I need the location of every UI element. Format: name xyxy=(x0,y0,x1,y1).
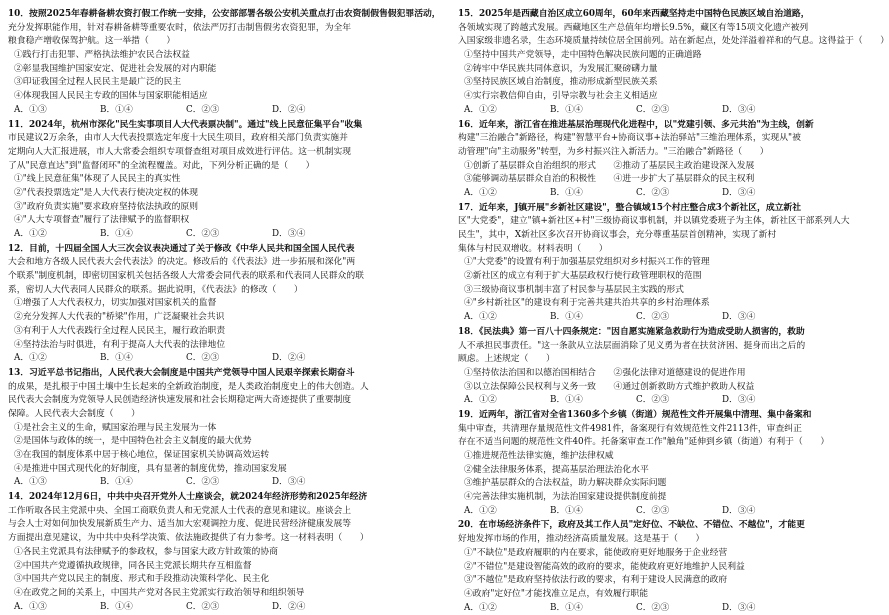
question-block xyxy=(458,119,858,201)
statement-option: ②彰显我国维护国家安定、促进社会发展的对内职能 xyxy=(14,63,217,74)
statement-option: ②健全法律服务体系，提高基层治理法治化水平 xyxy=(464,464,649,475)
statement-option: ④政府"定好位"才能找准立足点，有效履行职能 xyxy=(464,588,649,599)
answer-choice: B．①④ xyxy=(100,229,133,239)
statement-option: ③坚持民族区域自治制度，推动形成新型民族关系 xyxy=(464,77,658,88)
answer-choice: C．②③ xyxy=(186,477,220,488)
question-block xyxy=(8,367,408,490)
question-stem-first-line: 20．在市场经济条件下，政府及其工作人员"定好位、不缺位、不错位、不越位"，才能更 xyxy=(458,520,805,531)
answer-choice: B．①④ xyxy=(100,104,133,115)
question-block xyxy=(458,409,858,519)
statement-option: ④体现我国人民民主专政的国体与国家职能相适应 xyxy=(14,91,208,102)
statement-option: ①坚持依法治国和以德治国相结合 ②强化法律对道德建设的促进作用 xyxy=(464,367,746,378)
question-block xyxy=(458,202,858,325)
answer-choice: B．①④ xyxy=(100,601,133,612)
statement-option: ③印证我国全过程人民民主是最广泛的民主 xyxy=(14,77,182,88)
answer-choice: B．①④ xyxy=(550,395,583,406)
left-column xyxy=(8,8,441,612)
answer-choice: B．①④ xyxy=(550,312,583,323)
answer-choices xyxy=(458,602,858,615)
answer-choice: A．①③ xyxy=(14,601,47,612)
answer-choice: A．①② xyxy=(464,395,497,406)
question-stem-first-line: 10．按照2025年春耕备耕农资打假工作统一安排，公安部部署各级公安机关重点打击农资制假售假犯罪活动， xyxy=(8,9,441,19)
statement-option: ④"人大专项督查"履行了法律赋予的监督职权 xyxy=(14,215,190,226)
answer-choice: B．①④ xyxy=(550,187,583,198)
answer-choice: C．②③ xyxy=(636,602,670,613)
question-stem-first-line: 14．2024年12月6日，中共中央召开党外人士座谈会，就2024年经济形势和2025年经济 xyxy=(8,492,368,503)
question-stem-line: 了从"民意直达"到"监督闭环"的全流程覆盖。对此，下列分析正确的是（ ） xyxy=(8,160,315,171)
question-block xyxy=(8,491,408,614)
answer-choice: A．①② xyxy=(464,187,497,198)
statement-option: ④"乡村新社区"的建设有利于完善共建共治共享的乡村治理体系 xyxy=(464,298,710,309)
answer-choice: D．③④ xyxy=(722,505,756,516)
question-stem-line: 动管理"向"主动服务"转型，为乡村振兴注入新活力。"三治融合"新路径（ ） xyxy=(458,146,769,157)
answer-choice: D．③④ xyxy=(722,395,756,406)
statement-option: ①各民主党派具有法律赋予的参政权，参与国家大政方针政策的协商 xyxy=(14,546,278,557)
question-stem-first-line: 18．《民法典》第一百八十四条规定："因自愿实施紧急救助行为造成受助人损害的，救助 xyxy=(458,326,805,337)
question-stem-line: 区"大党委"，建立"镇+新社区+村"三级协商议事机制，并以镇党委班子为主体，新社区干部系列人大 xyxy=(458,216,850,227)
statement-option: ③以立法保障公民权利与义务一致 ④通过创新救助方式维护救助人权益 xyxy=(464,381,755,392)
question-block xyxy=(8,243,408,366)
statement-option: ③有利于人大代表践行全过程人民民主，履行政治职责 xyxy=(14,325,226,336)
answer-choices xyxy=(458,505,858,519)
statement-option: ①"不缺位"是政府履职的内在要求，能使政府更好地服务于企业经营 xyxy=(464,547,728,558)
question-stem-line: 人不承担民事责任。"这一条款从立法层面消除了见义勇为者在扶贫济困、挺身而出之后的 xyxy=(458,340,806,351)
answer-choice: C．②③ xyxy=(186,353,220,364)
answer-choice: D．③④ xyxy=(272,477,306,488)
answer-choices xyxy=(8,104,408,118)
statement-option: ①是社会主义的生命，赋国家治理与民主发展为一体 xyxy=(14,422,217,433)
answer-choice: A．①③ xyxy=(14,104,47,115)
question-stem-line: 顾虑。上述规定（ ） xyxy=(458,354,555,365)
question-stem-line: 集中审查，共清理存量规范性文件4981件，备案现行有效规范性文件2113件，审查纠正 xyxy=(458,423,802,434)
answer-choices xyxy=(8,352,408,366)
question-block xyxy=(8,119,408,242)
question-stem-line: 的成果，是扎根于中国土壤中生长起来的全新政治制度，是人类政治制度史上的伟大创造。人 xyxy=(8,381,369,392)
answer-choice: A．①③ xyxy=(14,477,47,488)
answer-choice: B．①④ xyxy=(550,505,583,516)
question-stem-line: 存在不适当问题的规范性文件40件。托备案审查工作"触角"延伸到乡镇（街道）有利于（ ） xyxy=(458,437,830,448)
question-stem-first-line: 15．2025年是西藏自治区成立60周年，60年来西藏坚持走中国特色民族区域自治道路， xyxy=(458,9,810,19)
question-stem-line: 充分发挥职能作用，针对春耕备耕等重要农时，依法严厉打击制售假劣农资犯罪，为全年 xyxy=(8,22,352,33)
right-column xyxy=(458,8,889,613)
answer-choice: C．②③ xyxy=(636,312,670,323)
question-stem-line: 方面提出意见建议，为中共中央科学决策、依法施政提供了有力参考。这一材料表明（ ） xyxy=(8,533,369,544)
question-stem-line: 粮食稳产增收保驾护航。这一举措（ ） xyxy=(8,36,176,47)
answer-choice: D．②④ xyxy=(272,353,306,364)
answer-choice: D．②④ xyxy=(272,104,306,115)
statement-option: ②"代表投票选定"是人大代表行使决定权的体现 xyxy=(14,187,199,198)
statement-option: ②充分发挥人大代表的"桥梁"作用，广泛凝聚社会共识 xyxy=(14,312,225,323)
statement-option: ①践行打击犯罪、严格执法维护农民合法权益 xyxy=(14,50,190,61)
question-block xyxy=(458,326,858,408)
statement-option: ④是推进中国式现代化的好制度，具有显著的制度优势，推动国家发展 xyxy=(14,463,287,474)
statement-option: ④完善法律实施机制，为法治国家建设提供制度前提 xyxy=(464,492,667,503)
question-stem-line: 大会和地方各级人民代表大会代表法》的决定。修改后的《代表法》进一步拓展和深化"两 xyxy=(8,257,356,268)
statement-option: ③在我国的制度体系中居于核心地位，保证国家机关协调高效运转 xyxy=(14,450,270,460)
answer-choices xyxy=(8,228,408,242)
statement-option: ②新社区的成立有利于扩大基层政权行使行政管理职权的范围 xyxy=(464,271,702,282)
answer-choice: A．①② xyxy=(14,229,47,239)
answer-choices xyxy=(458,187,858,201)
answer-choice: D．②④ xyxy=(272,601,306,612)
question-stem-first-line: 17．近年来，J镇开展"乡新社区建设"，整合镇域15个村庄整合成3个新社区，成立新社 xyxy=(458,202,802,213)
question-stem-first-line: 19．近两年，浙江省对全省1360多个乡镇（街道）规范性文件开展集中清理、集中备案和 xyxy=(458,409,812,420)
answer-choices xyxy=(458,394,858,408)
answer-choice: D．③④ xyxy=(722,104,756,115)
question-block xyxy=(8,8,441,118)
answer-choice: A．①② xyxy=(464,602,497,613)
answer-choice: B．①④ xyxy=(100,477,133,488)
answer-choice: C．②③ xyxy=(186,229,220,239)
statement-option: ③"政府负责实施"要求政府坚持依法执政的原则 xyxy=(14,201,199,212)
answer-choices xyxy=(458,311,858,325)
statement-option: ①创新了基层群众自治组织的形式 ②推动了基层民主政治建设深入发展 xyxy=(464,160,755,171)
answer-choice: B．①④ xyxy=(550,104,583,115)
answer-choice: D．③④ xyxy=(722,187,756,198)
answer-choice: B．①④ xyxy=(100,353,133,364)
answer-choice: A．①② xyxy=(14,353,47,364)
answer-choice: A．①② xyxy=(464,312,497,323)
answer-choice: C．②③ xyxy=(636,395,670,406)
statement-option: ①"线上民意征集"体现了人民民主的真实性 xyxy=(14,174,181,185)
statement-option: ②是国体与政体的统一，是中国特色社会主义制度的最大优势 xyxy=(14,436,252,447)
question-stem-first-line: 11．2024年，杭州市深化"民生实事项目人大代表票决制"。通过"线上民意征集平台"收集 xyxy=(8,119,363,130)
question-stem-line: 保障。人民代表大会制度（ ） xyxy=(8,408,140,419)
answer-choice: D．③④ xyxy=(722,312,756,323)
question-stem-line: 入国家级非遗名录，生态环境质量持续位居全国前列。站在新起点，处处洋溢着祥和的气息。这得益于（ ） xyxy=(458,36,889,47)
question-block xyxy=(458,519,858,615)
question-stem-line: 个联系"制度机制，即密切国家机关包括各级人大常委会同代表的联系和代表同人民群众的联 xyxy=(8,271,364,282)
statement-option: ④在政党之间的关系上，中国共产党对各民主党派实行政治领导和组织领导 xyxy=(14,587,305,598)
statement-option: ①坚持中国共产党领导，走中国特色解决民族问题的正确道路 xyxy=(464,50,702,61)
statement-option: ②铸牢中华民族共同体意识，为发展汇聚磅礴力量 xyxy=(464,63,658,74)
question-stem-line: 与会人士对如何加快发展新质生产力、适当加大宏观调控力度、促进民营经济健康发展等 xyxy=(8,519,352,530)
statement-option: ④坚持法治与时俱进，有利于提高人大代表的法律地位 xyxy=(14,339,226,350)
statement-option: ②"不错位"是建设智能高效的政府的要求，能使政府更好地维护人民利益 xyxy=(464,561,745,572)
question-stem-line: 民代表大会制度为党领导人民创造经济快速发展和社会长期稳定两大奇迹提供了重要制度 xyxy=(8,395,352,406)
statement-option: ②中国共产党遵循执政规律，同各民主党派长期共存互相监督 xyxy=(14,560,252,571)
statement-option: ③中国共产党以民主的制度、形式和手段推动决策科学化、民主化 xyxy=(14,574,270,585)
question-block xyxy=(458,8,889,118)
answer-choice: C．②③ xyxy=(636,505,670,516)
statement-option: ④实行宗教信仰自由，引导宗教与社会主义相适应 xyxy=(464,91,658,102)
question-stem-first-line: 12．目前，十四届全国人大三次会议表决通过了关于修改《中华人民共和国全国人民代表 xyxy=(8,243,355,254)
question-stem-line: 各领域实现了跨越式发展。西藏地区生产总值年均增长9.5%，藏区有等15项文化遗产被列 xyxy=(458,22,809,33)
answer-choice: C．②③ xyxy=(636,104,670,115)
answer-choice: A．①② xyxy=(464,104,497,115)
answer-choice: C．②③ xyxy=(186,601,220,612)
question-stem-line: 好地发挥市场的作用，推动经济高质量发展。这是基于（ ） xyxy=(458,534,705,545)
question-stem-line: 工作听取各民主党派中央、全国工商联负责人和无党派人士代表的意见和建议。座谈会上 xyxy=(8,505,352,516)
question-stem-line: 集体与村民双增收。材料表明（ ） xyxy=(458,243,608,254)
question-stem-first-line: 13．习近平总书记指出，人民代表大会制度是中国共产党领导中国人民艰辛探索长期奋斗 xyxy=(8,367,355,378)
statement-option: ①增强了人大代表权力，切实加强对国家机关的监督 xyxy=(14,298,217,309)
answer-choices xyxy=(8,601,408,615)
statement-option: ①推进规范性法律实施，维护法律权威 xyxy=(464,451,614,461)
question-stem-line: 定期向人大汇报进展，市人大常委会组织专项督查组对项目成效进行评估。这一机制实现 xyxy=(8,146,352,157)
statement-option: ①"大党委"的设置有利于加强基层党组织对乡村振兴工作的管理 xyxy=(464,257,710,268)
answer-choice: D．③④ xyxy=(272,229,306,239)
answer-choice: C．②③ xyxy=(186,104,220,115)
answer-choice: D．③④ xyxy=(722,602,756,613)
statement-option: ③维护基层群众的合法权益，助力解决群众实际问题 xyxy=(464,478,667,489)
question-stem-line: 构建"三治融合"新路径，构建"智慧平台+协商议事+法治驿站"三维治理体系，实现从"被 xyxy=(458,133,801,144)
answer-choice: A．①② xyxy=(464,505,497,516)
answer-choices xyxy=(458,104,858,118)
answer-choice: C．②③ xyxy=(636,187,670,198)
question-stem-line: 民生"，其中，X新社区多次召开协商议事会，充分尊重基层首创精神，实现了新村 xyxy=(458,230,777,240)
answer-choice: B．①④ xyxy=(550,602,583,613)
question-stem-first-line: 16．近年来，浙江省在推进基层治理现代化进程中，以"党建引领、多元共治"为主线，创新 xyxy=(458,119,814,130)
question-stem-line: 系，密切人大代表同人民群众的联系。据此说明，《代表法》的修改（ ） xyxy=(8,284,303,295)
answer-choices xyxy=(8,476,408,490)
statement-option: ③能够调动基层群众自治的积极性 ④进一步扩大了基层群众的民主权利 xyxy=(464,174,755,185)
question-stem-line: 市民建议2万余条，由市人大代表投票选定年度十大民生项目，政府相关部门负责实施并 xyxy=(8,133,348,144)
statement-option: ③三级协商议事机制丰富了村民参与基层民主实践的形式 xyxy=(464,284,684,295)
statement-option: ③"不越位"是政府坚持依法行政的要求，有利于建设人民满意的政府 xyxy=(464,575,728,586)
